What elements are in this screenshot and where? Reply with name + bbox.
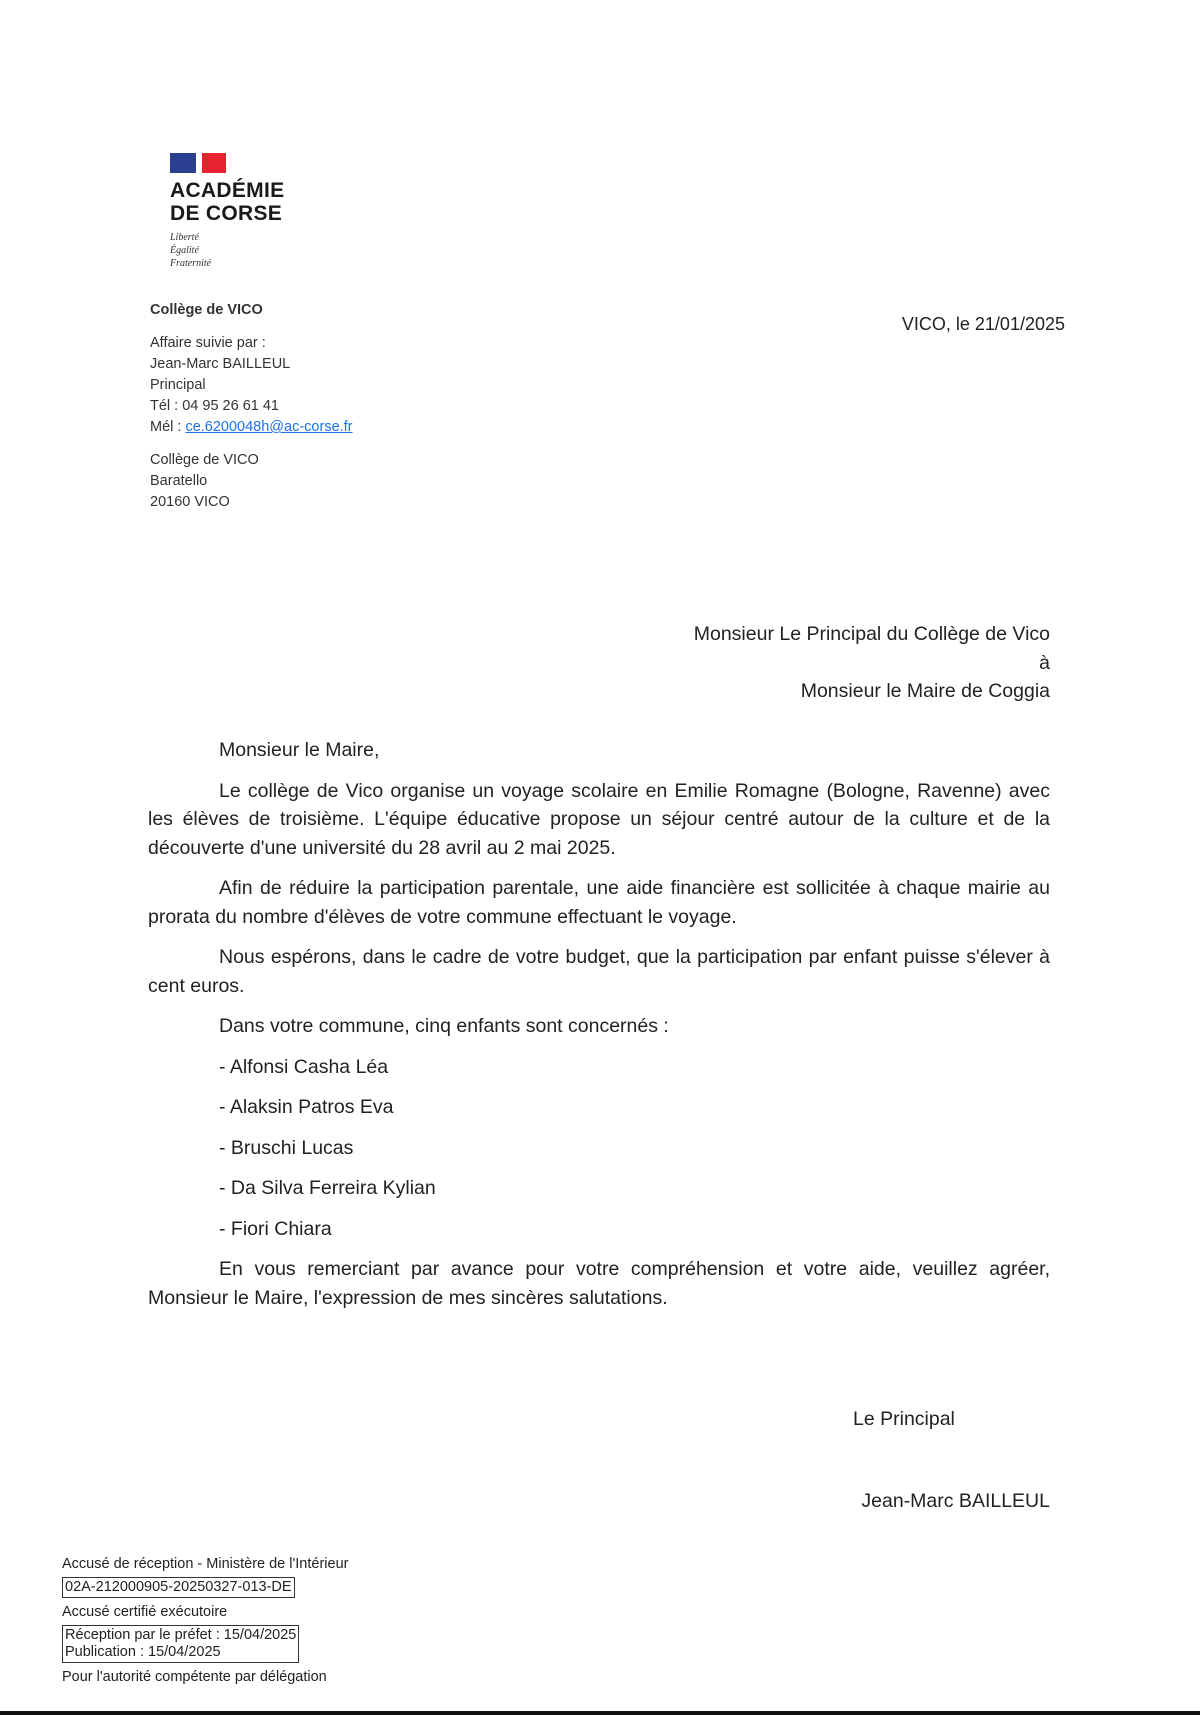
sender-role: Principal [150, 377, 206, 393]
address-line: 20160 VICO [150, 494, 230, 510]
signature-name: Jean-Marc BAILLEUL [861, 1490, 1050, 1512]
recipient-line: Monsieur le Maire de Coggia [800, 680, 1050, 702]
sender-name: Jean-Marc BAILLEUL [150, 356, 291, 372]
student-item: - Bruschi Lucas [219, 1136, 354, 1159]
marianne-flag-icon [170, 153, 284, 173]
page-bottom-border [0, 1711, 1200, 1715]
student-item: - Alfonsi Casha Léa [219, 1055, 389, 1078]
logo-line2: DE CORSE [170, 202, 283, 225]
receipt-stamp [62, 1556, 348, 1686]
student-item: - Alaksin Patros Eva [219, 1096, 394, 1118]
sender-block [150, 300, 353, 513]
sender-phone: Tél : 04 95 26 61 41 [150, 398, 279, 414]
followed-by: Affaire suivie par : [150, 335, 266, 351]
receipt-label: Accusé de réception - Ministère de l'Intérieur [62, 1556, 349, 1572]
logo-line1: ACADÉMIE [170, 179, 285, 202]
certified-label: Accusé certifié exécutoire [62, 1604, 228, 1620]
recipient-block [694, 620, 1050, 706]
letter-date: VICO, le 21/01/2025 [901, 314, 1065, 334]
recipient-line: Monsieur Le Principal du Collège de Vico [693, 623, 1050, 645]
salutation: Monsieur le Maire, [219, 739, 380, 761]
email-link[interactable]: ce.6200048h@ac-corse.fr [185, 419, 353, 435]
signature-title: Le Principal [853, 1408, 955, 1430]
student-item: - Da Silva Ferreira Kylian [219, 1177, 436, 1199]
letter-body [148, 736, 1050, 1324]
dates-box [62, 1625, 299, 1663]
academie-logo [170, 153, 284, 270]
paragraph: Le collège de Vico organise un voyage scolaire en Emilie Romagne (Bologne, Ravenne) avec les élèves de troisième. L'équipe éducative propose un séjour centré autour de la culture et de la découverte d'une université du 28 avril au 2 mai 2025. [148, 779, 1050, 859]
recipient-line: à [1039, 651, 1050, 674]
school-heading: Collège de VICO [150, 302, 263, 318]
paragraph: Afin de réduire la participation parentale, une aide financière est sollicitée à chaque mairie au prorata du nombre d'élèves de votre commune effectuant le voyage. [148, 877, 1050, 928]
closing: En vous remerciant par avance pour votre compréhension et votre aide, veuillez agréer, Monsieur le Maire, l'expression de mes sincères salutations. [148, 1258, 1050, 1309]
student-item: - Fiori Chiara [219, 1217, 332, 1240]
publication-date: Publication : 15/04/2025 [65, 1644, 221, 1660]
motto-egalite: Égalité [170, 245, 199, 256]
prefect-reception: Réception par le préfet : 15/04/2025 [65, 1627, 297, 1643]
logo-text [170, 179, 284, 225]
receipt-id: 02A-212000905-20250327-013-DE [62, 1577, 295, 1598]
email-label: Mél : [150, 419, 186, 435]
address-line: Baratello [150, 473, 208, 489]
motto-fraternite: Fraternité [170, 258, 212, 269]
authority-label: Pour l'autorité compétente par délégation [62, 1669, 327, 1685]
logo-motto [170, 231, 284, 270]
sender-email-line [150, 417, 353, 438]
paragraph: Dans votre commune, cinq enfants sont concernés : [219, 1015, 669, 1037]
paragraph: Nous espérons, dans le cadre de votre budget, que la participation par enfant puisse s'élever à cent euros. [148, 946, 1050, 997]
motto-liberte: Liberté [170, 232, 199, 243]
address-line: Collège de VICO [150, 452, 259, 468]
